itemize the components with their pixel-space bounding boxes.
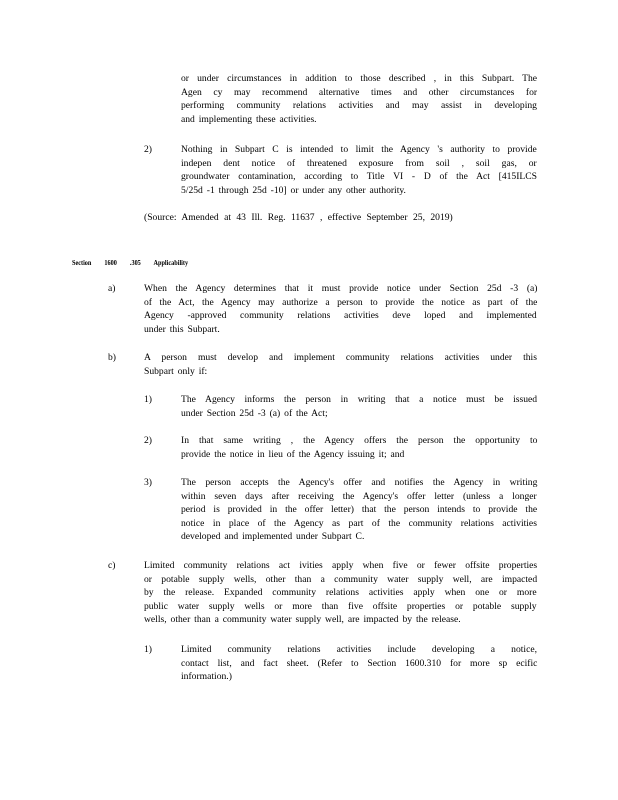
text-line: period is provided in the offer letter) that the person intends to provide the xyxy=(181,504,538,516)
text-line: groundwater contamination, according to Title VI - D of the Act [415ILCS xyxy=(181,171,538,183)
text-line: performing community relations activities and may assist in developing xyxy=(181,100,537,112)
text-line: Subpart only if: xyxy=(144,365,208,377)
text-line: by the release. Expanded community relations activities apply when one or more xyxy=(144,587,537,599)
text-line: or under circumstances in addition to those described , in this Subpart. The xyxy=(181,73,538,84)
source-note: (Source: Amended at 43 Ill. Reg. 11637 , effective September 25, 2019) xyxy=(144,212,453,223)
item-2-text xyxy=(181,143,537,197)
text-line: under this Subpart. xyxy=(144,323,220,335)
text-line: A person must develop and implement community relations activities under this xyxy=(144,352,537,363)
item-b2-label: 2) xyxy=(144,435,152,446)
text-line: notice in place of the Agency as part of the community relations activities xyxy=(181,517,537,529)
item-b1-text xyxy=(181,393,537,420)
item-c-text xyxy=(144,559,537,627)
section-heading: Section 1600 .305 Applicability xyxy=(72,258,189,267)
text-line: The Agency informs the person in writing that a notice must be issued xyxy=(181,394,538,405)
text-line: developed and implemented under Subpart C. xyxy=(181,531,365,543)
item-b3-text xyxy=(181,476,537,544)
text-line: When the Agency determines that it must provide notice under Section 25d -3 (a) xyxy=(144,283,538,294)
text-line: provide the notice in lieu of the Agency issuing it; and xyxy=(181,448,405,460)
text-line: Nothing in Subpart C is intended to limit the Agency 's authority to provide xyxy=(181,144,537,155)
text-line: Agen cy may recommend alternative times and other circumstances for xyxy=(181,86,538,98)
item-a-text xyxy=(144,282,537,336)
text-line: information.) xyxy=(181,671,232,683)
text-line: Agency -approved community relations activities deve loped and implemented xyxy=(144,310,537,322)
item-b3-label: 3) xyxy=(144,477,152,488)
item-b-text xyxy=(144,351,537,378)
text-line: within seven days after receiving the Agency's offer letter (unless a longer xyxy=(181,490,537,502)
text-line: indepen dent notice of threatened exposure from soil , soil gas, or xyxy=(181,157,537,169)
text-line: public water supply wells or more than five offsite properties or potable supply xyxy=(144,600,537,612)
text-line: The person accepts the Agency's offer and notifies the Agency in writing xyxy=(181,477,538,488)
text-line: In that same writing , the Agency offers the person the opportunity to xyxy=(181,435,538,446)
text-line: 5/25d -1 through 25d -10] or under any other authority. xyxy=(181,184,406,196)
text-line: of the Act, the Agency may authorize a person to provide the notice as part of the xyxy=(144,296,538,308)
text-line: contact list, and fact sheet. (Refer to Section 1600.310 for more sp ecific xyxy=(181,657,538,669)
text-line: and implementing these activities. xyxy=(181,113,317,125)
item-b-label: b) xyxy=(108,352,116,363)
text-line: Limited community relations act ivities apply when five or fewer offsite properties xyxy=(144,560,538,571)
item-c1-label: 1) xyxy=(144,644,152,655)
text-line: under Section 25d -3 (a) of the Act; xyxy=(181,407,328,419)
text-line: Limited community relations activities include developing a notice, xyxy=(181,644,537,655)
item-a-label: a) xyxy=(108,283,116,294)
item-b1-label: 1) xyxy=(144,394,152,405)
text-line: or potable supply wells, other than a community water supply well, are impacted xyxy=(144,573,538,585)
intro-paragraph xyxy=(181,72,537,126)
text-line: wells, other than a community water supply well, are impacted by the release. xyxy=(144,614,461,626)
item-c1-text xyxy=(181,643,537,684)
item-c-label: c) xyxy=(108,560,116,571)
item-2-label: 2) xyxy=(144,144,152,155)
item-b2-text xyxy=(181,434,537,461)
